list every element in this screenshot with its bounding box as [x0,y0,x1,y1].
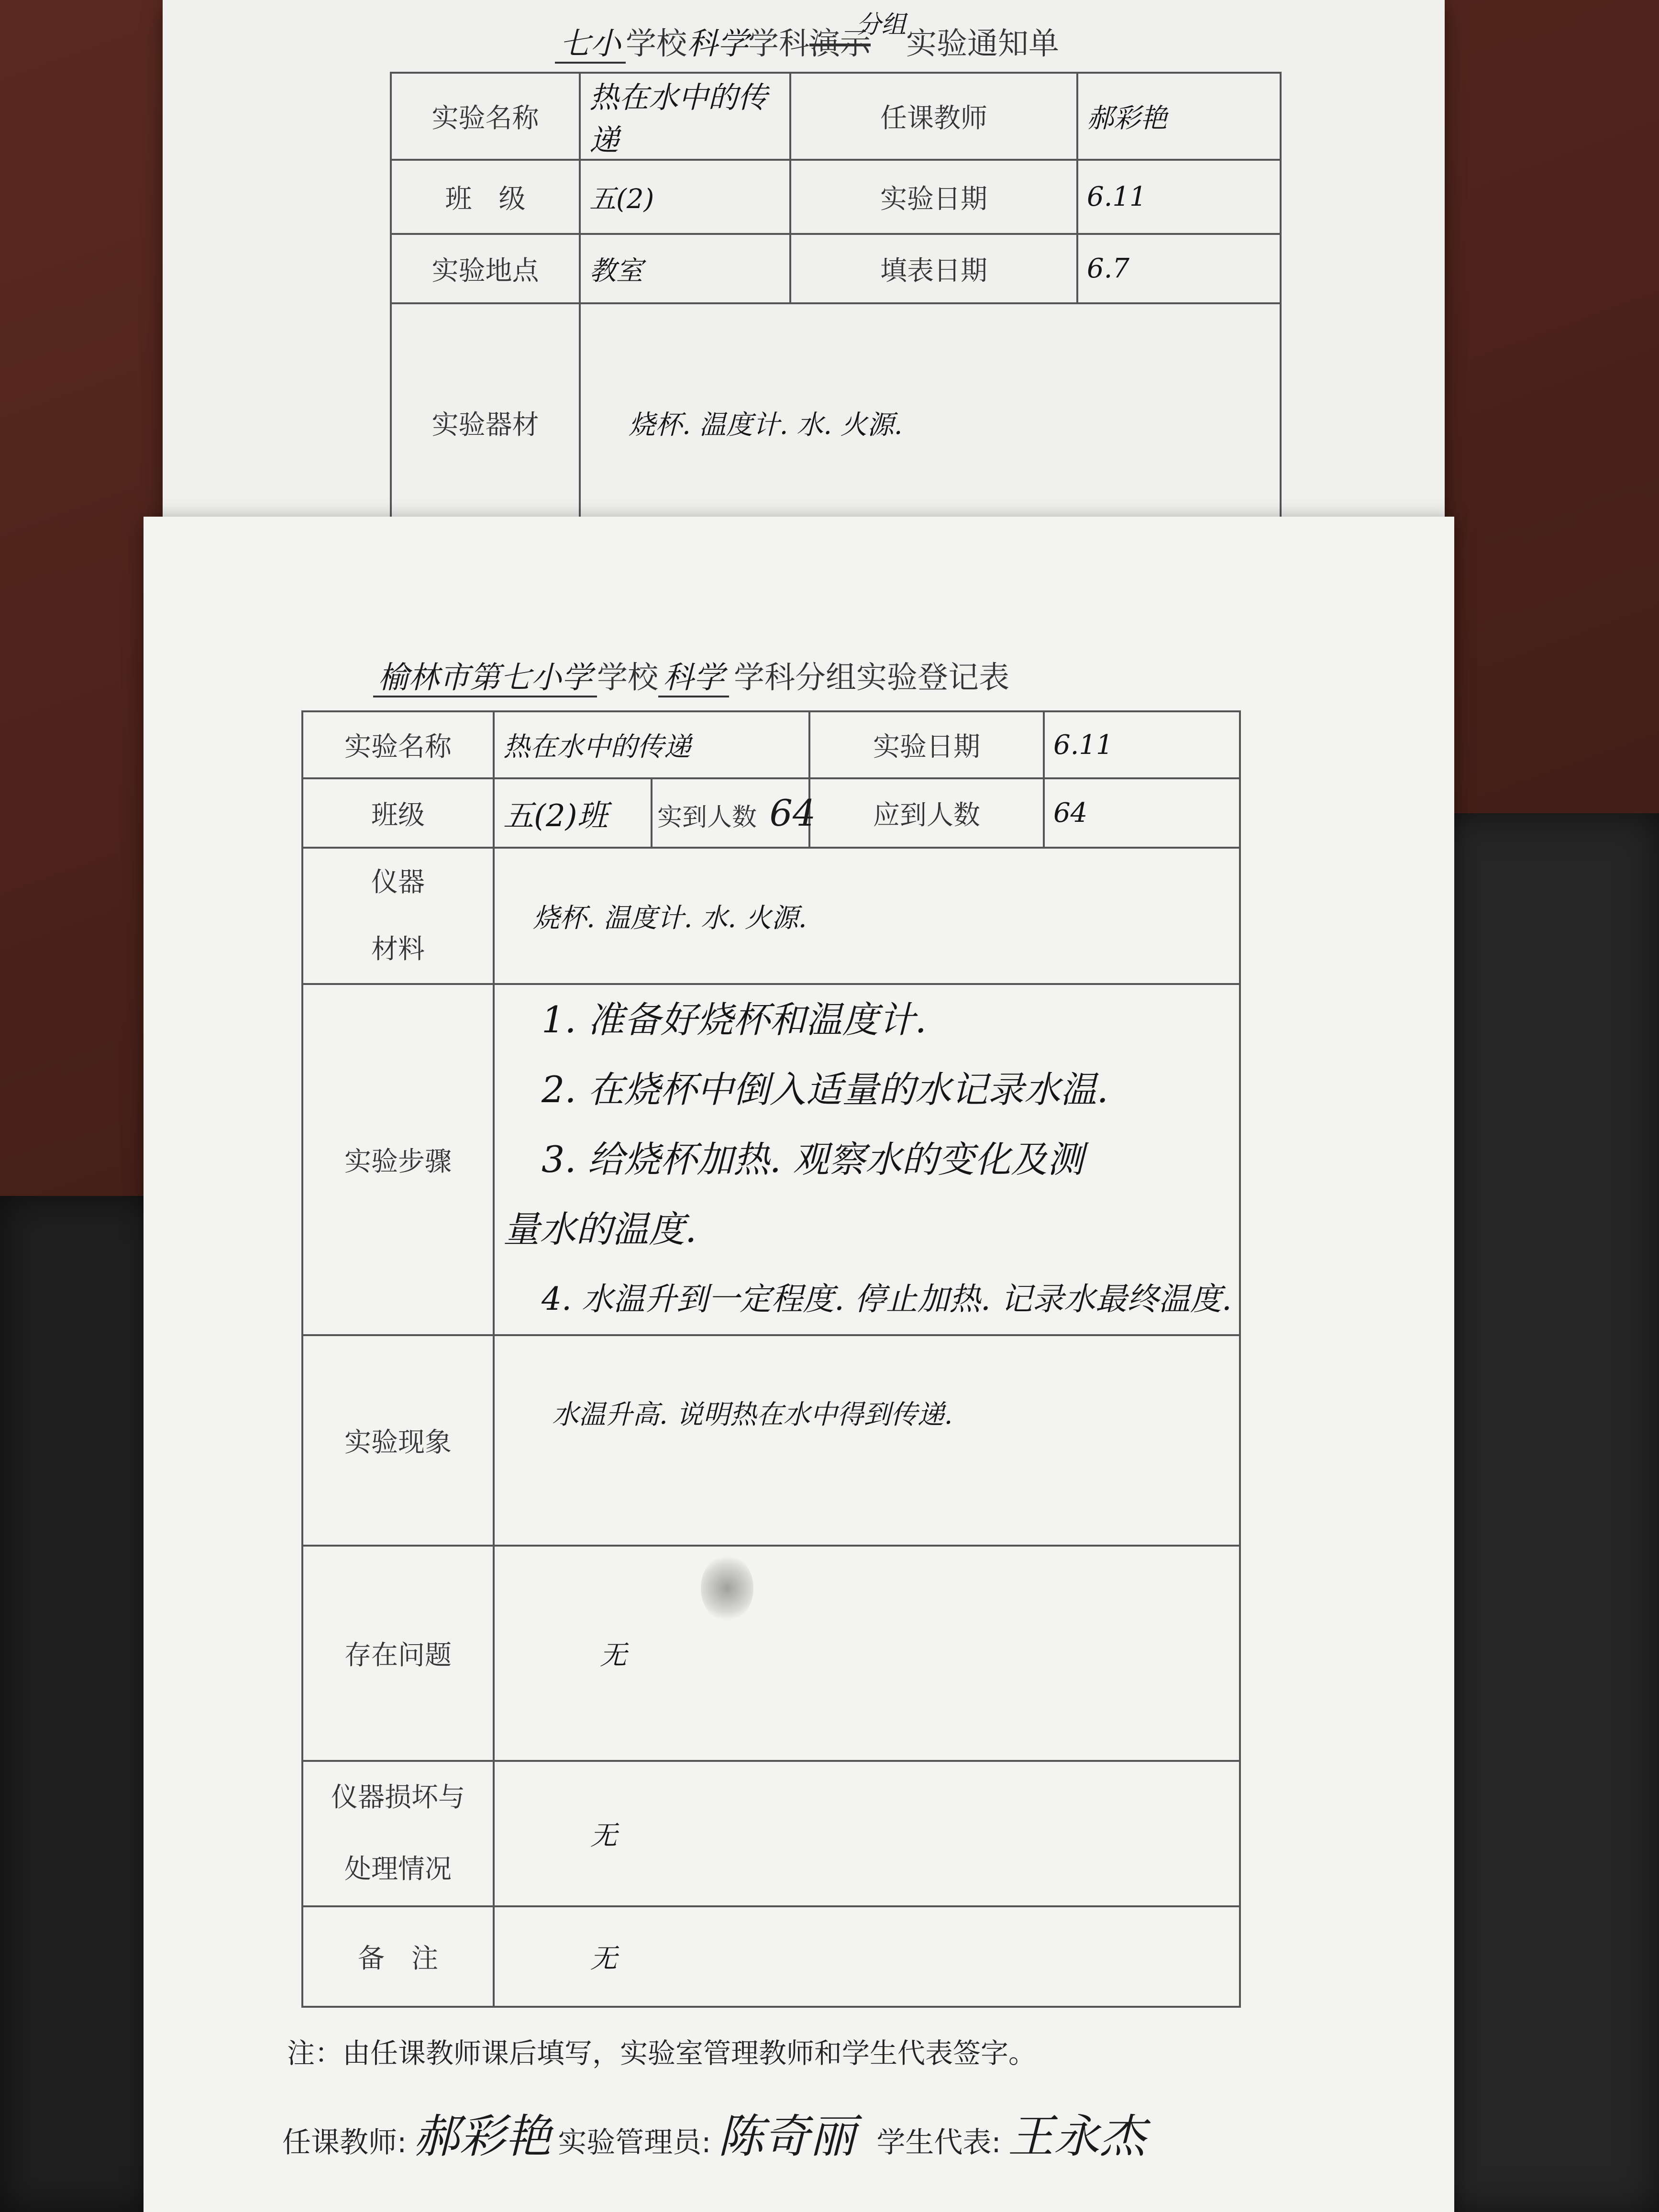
sign-teacher-value: 郝彩艳 [413,2110,552,2163]
sign-student-label: 学生代表: [876,2126,1001,2159]
notice-school: 七小 [555,26,626,64]
record-damage-label-1: 仪器损坏与 [331,1782,465,1813]
notice-fill-label: 填表日期 [790,234,1077,303]
notice-struck-word: 演示 [809,26,871,62]
record-name-value: 热在水中的传递 [494,711,809,778]
record-step-1: 1. 准备好烧杯和温度计. [542,998,927,1041]
record-date-label: 实验日期 [809,711,1044,778]
notice-equip-value: 烧杯. 温度计. 水. 火源. [580,303,1281,542]
notice-sheet [163,0,1445,536]
notice-class-label: 班 级 [391,160,580,234]
notice-title [555,11,1060,63]
record-actual-cell [652,778,816,848]
notice-date-label: 实验日期 [790,160,1077,234]
sign-admin-value: 陈奇丽 [718,2110,856,2163]
record-remark-label: 备 注 [302,1906,494,2007]
notice-inserted-word: 分组 [856,11,907,39]
notice-teacher-label: 任课教师 [790,73,1077,160]
record-subject: 科学 [658,660,729,697]
record-instr-label-1: 仪器 [371,866,425,898]
record-signatures [282,2100,1152,2166]
record-instr-label [302,848,494,984]
sign-teacher-label: 任课教师: [282,2126,407,2159]
record-note: 注：由任课教师课后填写，实验室管理教师和学生代表签字。 [287,2037,1037,2069]
notice-date-value: 6.11 [1077,160,1281,234]
notice-name-label: 实验名称 [391,73,580,160]
record-actual-label: 实到人数 [657,803,757,832]
record-school: 榆林市第七小学 [373,660,597,697]
record-class-value: 五(2)班 [494,778,652,848]
record-table [301,710,1241,2008]
notice-school-suffix: 学校 [626,26,687,62]
record-problem-label: 存在问题 [302,1546,494,1761]
record-step-2: 2. 在烧杯中倒入适量的水记录水温. [542,1068,1108,1111]
notice-subject: 科学 [687,26,748,62]
record-steps [494,984,1240,1335]
record-phenomenon-label: 实验现象 [302,1335,494,1546]
record-problem-value: 无 [494,1546,1240,1761]
record-step-3-cont: 量水的温度. [503,1208,697,1250]
record-step-4: 4. 水温升到一定程度. 停止加热. 记录水最终温度. [542,1281,1232,1317]
sign-student-value: 王永杰 [1007,2110,1146,2163]
notice-fill-value: 6.7 [1077,234,1281,303]
record-actual-value: 64 [769,792,816,834]
sign-admin-label: 实验管理员: [558,2126,711,2159]
record-damage-value: 无 [494,1761,1240,1906]
record-phenomenon-value: 水温升高. 说明热在水中得到传递. [494,1335,1240,1546]
record-date-value: 6.11 [1044,711,1240,778]
record-title [373,653,1009,697]
notice-place-label: 实验地点 [391,234,580,303]
ink-smudge [701,1555,753,1622]
notice-place-value: 教室 [580,234,790,303]
notice-subject-suffix: 学科 [748,26,809,62]
record-expected-label: 应到人数 [809,778,1044,848]
record-steps-label: 实验步骤 [302,984,494,1335]
record-instr-value: 烧杯. 温度计. 水. 火源. [494,848,1240,984]
notice-table [390,72,1282,543]
notice-name-value: 热在水中的传递 [580,73,790,160]
notice-class-value: 五(2) [580,160,790,234]
notice-title-suffix: 实验通知单 [906,26,1060,62]
record-class-label: 班级 [302,778,494,848]
notice-teacher-value: 郝彩艳 [1077,73,1281,160]
record-remark-value: 无 [494,1906,1240,2007]
record-name-label: 实验名称 [302,711,494,778]
record-damage-label [302,1761,494,1906]
record-step-3: 3. 给烧杯加热. 观察水的变化及测 [542,1138,1084,1181]
dark-folder-right [1435,813,1659,2212]
record-sheet [144,517,1454,2212]
record-instr-label-2: 材料 [371,933,425,965]
record-damage-label-2: 处理情况 [344,1854,452,1885]
notice-equip-label: 实验器材 [391,303,580,542]
record-expected-value: 64 [1044,778,1240,848]
record-title-suffix: 学科分组实验登记表 [734,660,1009,696]
record-school-suffix: 学校 [597,660,658,696]
